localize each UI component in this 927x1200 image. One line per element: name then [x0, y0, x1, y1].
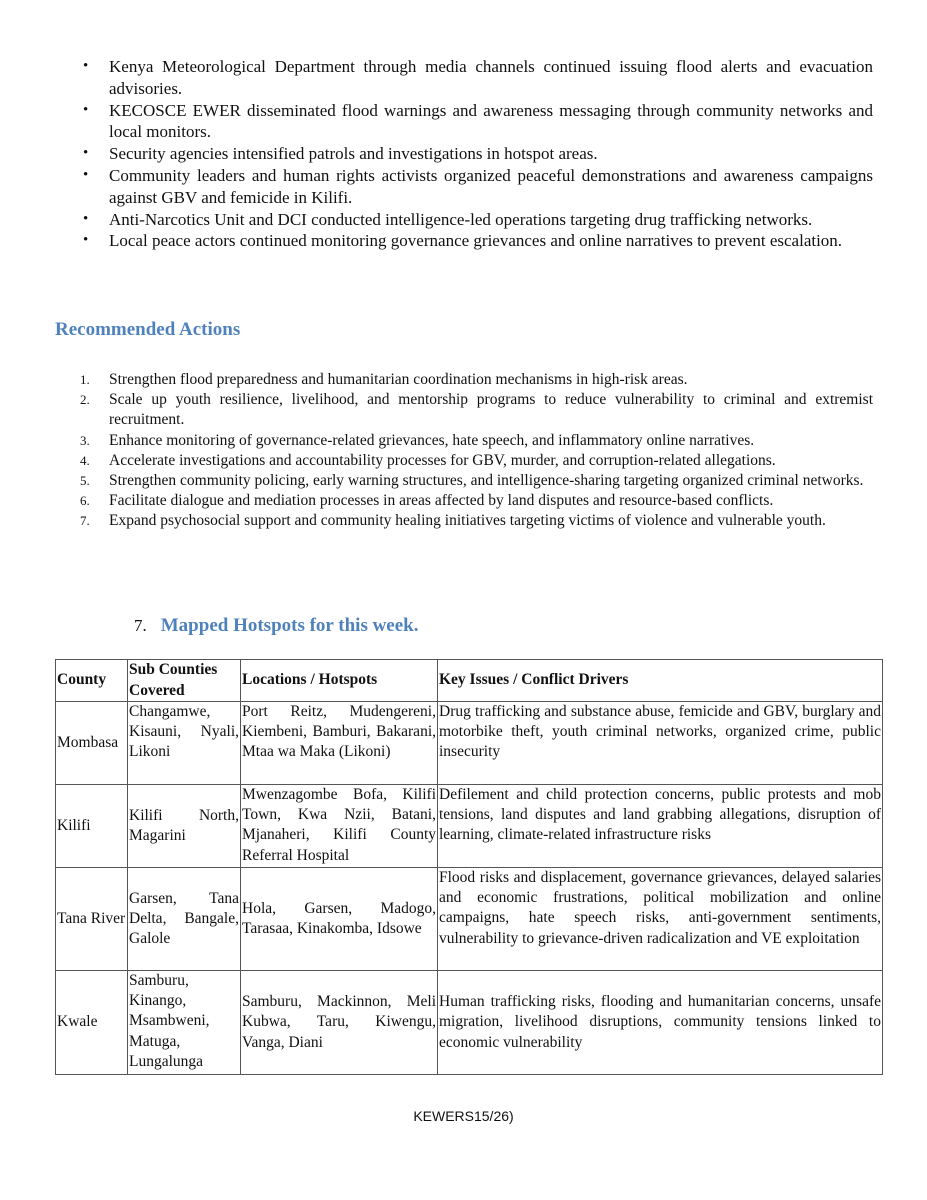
bullet-text: Anti-Narcotics Unit and DCI conducted intelligence-led operations targeting drug trafficking networks. [109, 209, 813, 229]
issues-cell: Human trafficking risks, flooding and humanitarian concerns, unsafe migration, livelihood disruptions, community tensions linked to economic vulnerability [438, 971, 883, 1075]
bullet-text: Community leaders and human rights activists organized peaceful demonstrations and awareness campaigns against GBV and femicide in Kilifi. [109, 165, 873, 207]
action-text: Strengthen flood preparedness and humanitarian coordination mechanisms in high-risk areas. [109, 371, 688, 388]
hotspots-table [55, 659, 883, 1075]
county-cell: Tana River [56, 868, 128, 971]
table-row [56, 702, 883, 785]
action-number: 6. [80, 493, 90, 509]
bullet-item [80, 56, 873, 100]
action-item [80, 511, 873, 531]
locations-cell: Samburu, Mackinnon, Meli Kubwa, Taru, Kiwengu, Vanga, Diani [241, 971, 438, 1075]
column-header-sub-counties: Sub Counties Covered [128, 660, 241, 702]
action-item [80, 390, 873, 430]
bullet-item [80, 165, 873, 209]
table-row [56, 785, 883, 868]
bullet-icon: • [83, 58, 89, 74]
issues-cell: Defilement and child protection concerns, public protests and mob tensions, land disputes and land grabbing allegations, disruption of learning, climate-related infrastructure risks [438, 785, 883, 868]
column-header-locations: Locations / Hotspots [241, 660, 438, 702]
issues-cell: Flood risks and displacement, governance grievances, delayed salaries and economic frustrations, political mobilization and online campaigns, hate speech risks, anti-government sentiments, vulnerability to grievance-driven radicalization and VE exploitation [438, 868, 883, 971]
action-number: 3. [80, 432, 90, 448]
column-header-county: County [56, 660, 128, 702]
action-number: 5. [80, 473, 90, 489]
table-row [56, 971, 883, 1075]
column-header-key-issues: Key Issues / Conflict Drivers [438, 660, 883, 702]
section-number: 7. [134, 616, 147, 635]
action-text: Scale up youth resilience, livelihood, and mentorship programs to reduce vulnerability to criminal and extremist recruitment. [109, 391, 873, 429]
action-number: 7. [80, 513, 90, 529]
action-item [80, 431, 873, 451]
bullet-icon: • [83, 145, 89, 162]
bullet-item [80, 100, 873, 144]
action-item [80, 451, 873, 471]
response-bullet-list [80, 56, 873, 252]
table-row [56, 868, 883, 971]
county-cell: Kwale [56, 971, 128, 1075]
bullet-item [80, 230, 873, 252]
locations-cell: Hola, Garsen, Madogo, Tarasaa, Kinakomba, Idsowe [241, 868, 438, 971]
action-number: 4. [80, 452, 90, 468]
sub-counties-cell: Kilifi North, Magarini [128, 785, 241, 868]
bullet-text: Kenya Meteorological Department through media channels continued issuing flood alerts and evacuation advisories. [109, 57, 873, 98]
action-item [80, 491, 873, 511]
section-title: Mapped Hotspots for this week. [160, 615, 419, 636]
bullet-icon: • [83, 232, 89, 249]
recommended-actions-heading: Recommended Actions [55, 319, 241, 340]
action-item [80, 370, 873, 390]
action-text: Accelerate investigations and accountability processes for GBV, murder, and corruption-related allegations. [109, 451, 776, 469]
action-text: Strengthen community policing, early warning structures, and intelligence-sharing targeting organized criminal networks. [109, 472, 864, 490]
action-number: 2. [80, 392, 90, 408]
county-cell: Kilifi [56, 785, 128, 868]
locations-cell: Mwenzagombe Bofa, Kilifi Town, Kwa Nzii, Batani, Mjanaheri, Kilifi County Referral Hospital [241, 785, 438, 868]
county-cell: Mombasa [56, 702, 128, 785]
action-text: Enhance monitoring of governance-related grievances, hate speech, and inflammatory online narratives. [109, 431, 755, 449]
sub-counties-cell: Garsen, Tana Delta, Bangale, Galole [128, 868, 241, 971]
bullet-item [80, 209, 873, 231]
issues-cell: Drug trafficking and substance abuse, femicide and GBV, burglary and motorbike theft, youth criminal networks, organized crime, public insecurity [438, 702, 883, 785]
action-item [80, 471, 873, 491]
sub-counties-cell: Changamwe, Kisauni, Nyali, Likoni [128, 702, 241, 785]
bullet-text: Security agencies intensified patrols and investigations in hotspot areas. [109, 144, 598, 164]
hotspots-section-heading [134, 615, 419, 637]
bullet-text: KECOSCE EWER disseminated flood warnings and awareness messaging through community networks and local monitors. [109, 100, 873, 142]
recommended-actions-list [80, 370, 873, 532]
sub-counties-cell: Samburu, Kinango, Msambweni, Matuga, Lungalunga [128, 971, 241, 1075]
bullet-text: Local peace actors continued monitoring governance grievances and online narratives to prevent escalation. [109, 231, 843, 251]
bullet-icon: • [83, 166, 89, 183]
locations-cell: Port Reitz, Mudengereni, Kiembeni, Bamburi, Bakarani, Mtaa wa Maka (Likoni) [241, 702, 438, 785]
bullet-icon: • [83, 101, 89, 118]
bullet-item [80, 143, 873, 165]
action-number: 1. [80, 372, 90, 387]
action-text: Facilitate dialogue and mediation processes in areas affected by land disputes and resource-based conflicts. [109, 492, 774, 510]
bullet-icon: • [83, 210, 89, 227]
table-header-row [56, 660, 883, 702]
page-footer: KEWERS15/26) [413, 1108, 514, 1124]
action-text: Expand psychosocial support and community healing initiatives targeting victims of violence and vulnerable youth. [109, 512, 826, 530]
